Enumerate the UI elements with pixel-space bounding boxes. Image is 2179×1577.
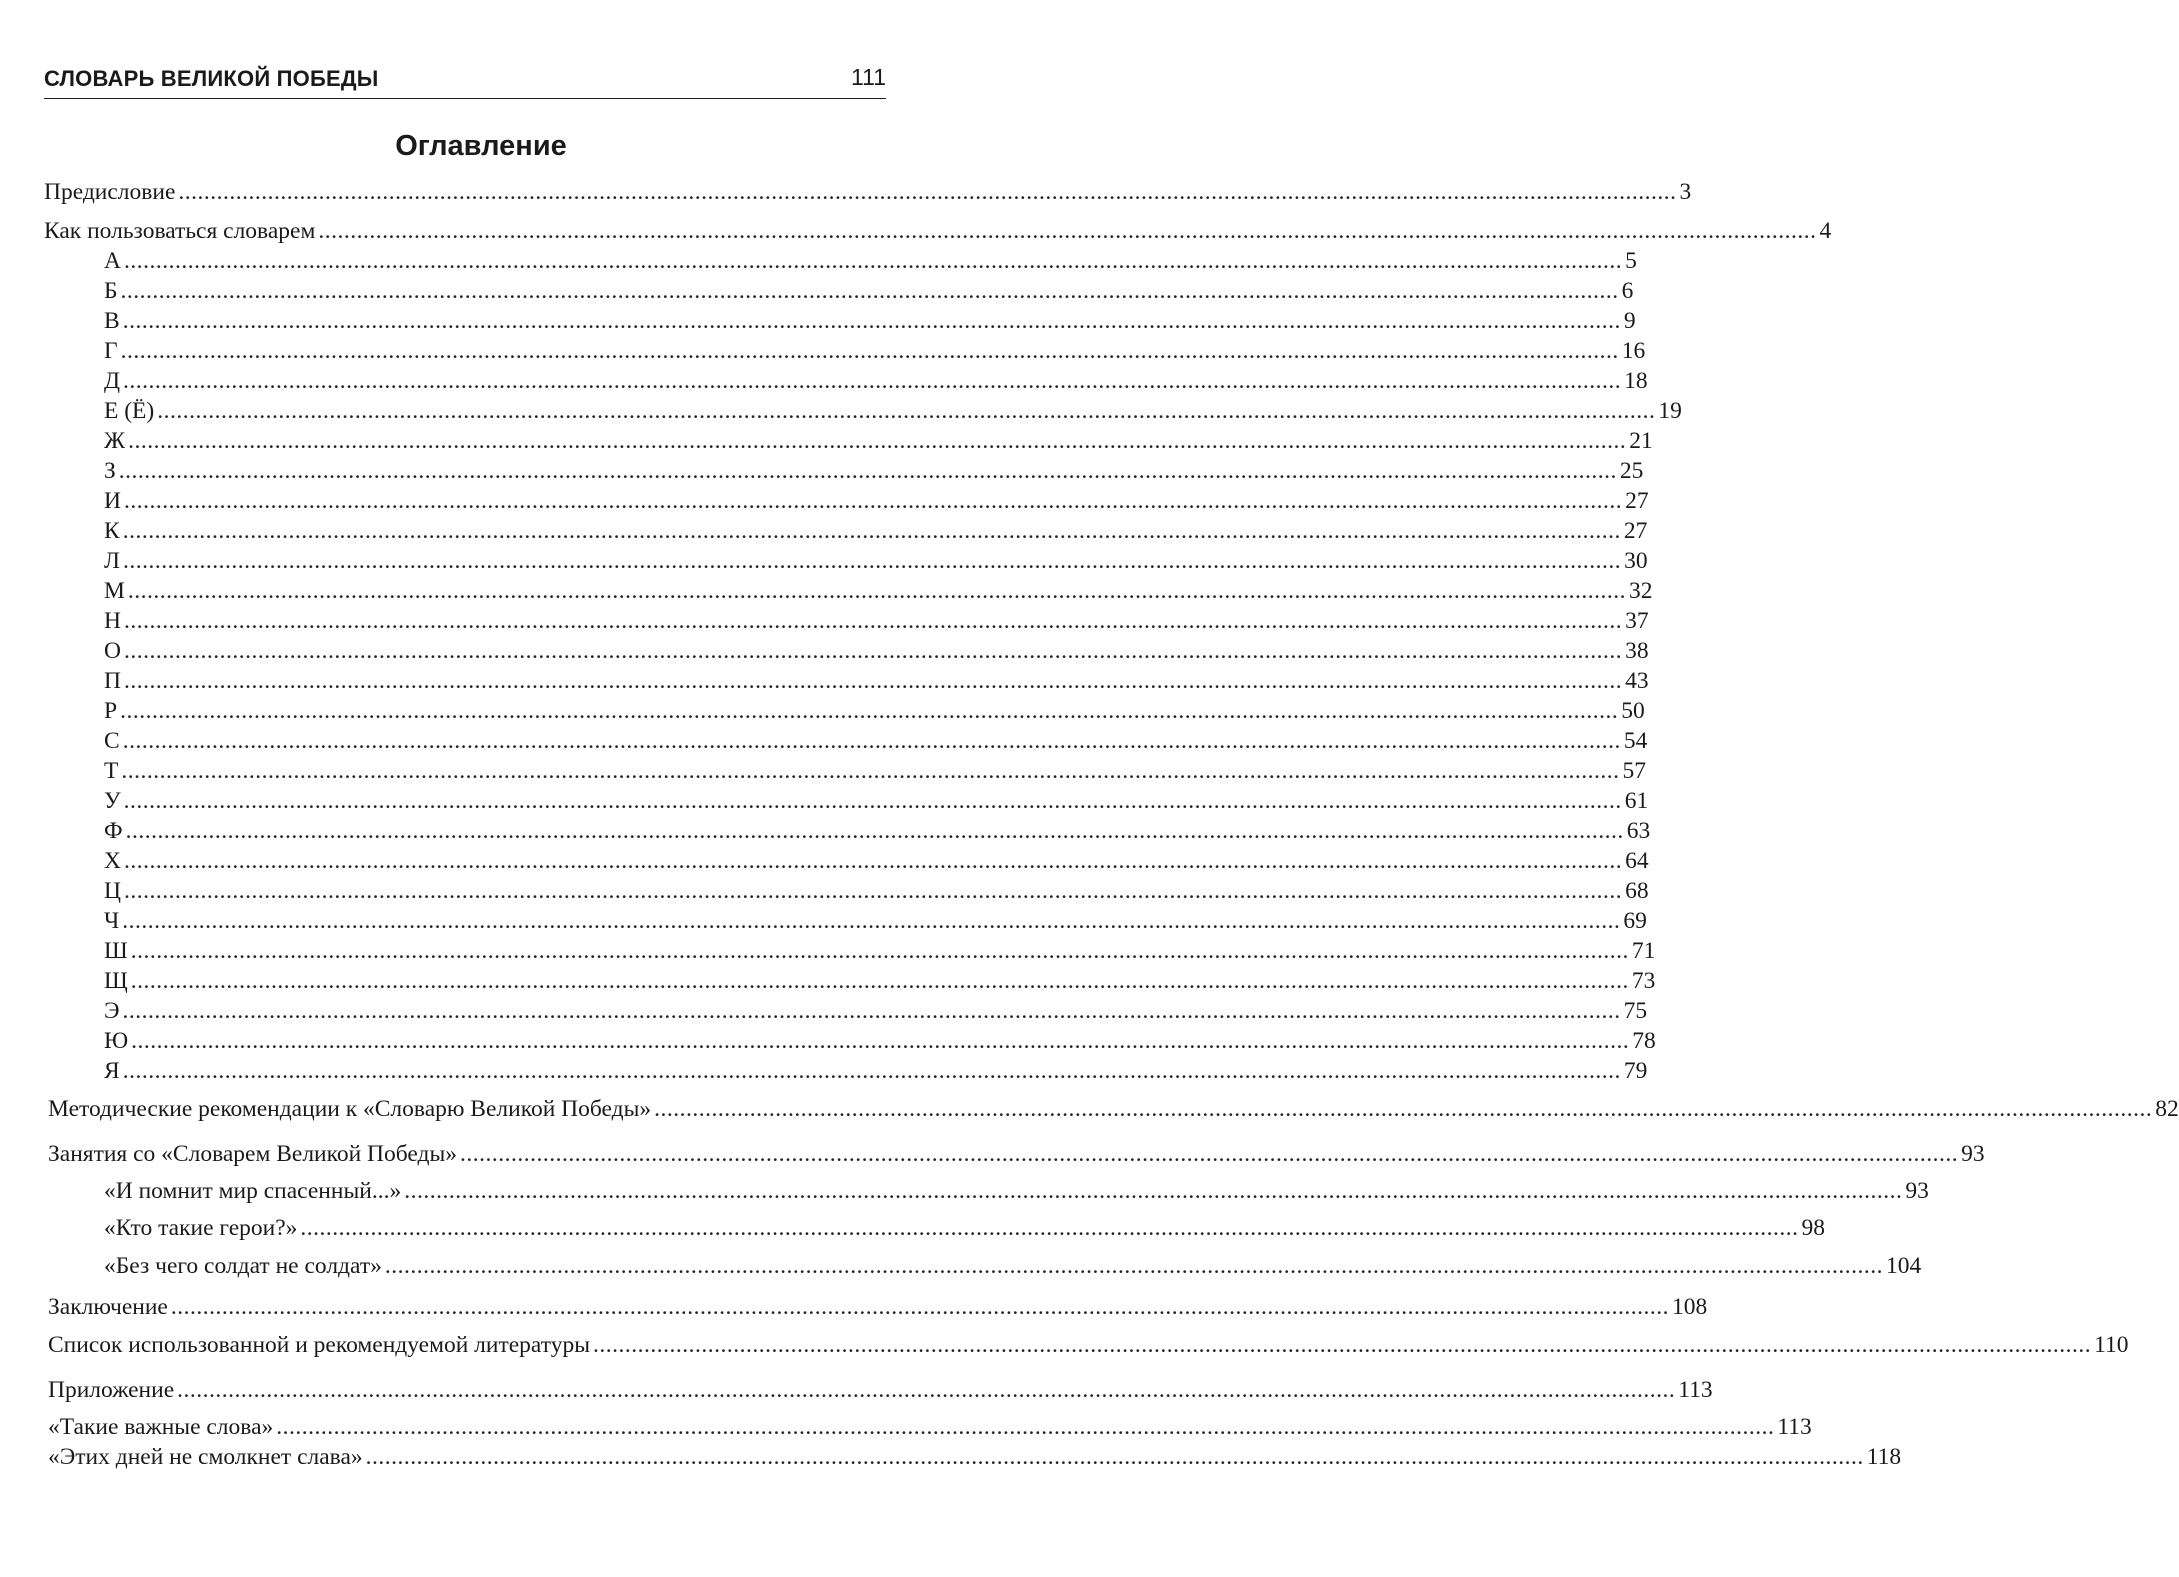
toc-entry[interactable]: Л ........................................................................................................................................................................................................................................... 30 bbox=[104, 548, 1648, 574]
toc-entry[interactable]: В ........................................................................................................................................................................................................................................... 9 bbox=[104, 308, 1636, 334]
toc-entry[interactable]: Е (Ё) ........................................................................................................................................................................................................................................... 19 bbox=[104, 398, 1682, 424]
toc-entry[interactable]: «Этих дней не смолкнет слава» ........................................................................................................................................................................................................................................... 118 bbox=[48, 1444, 1902, 1470]
toc-entry[interactable]: С ........................................................................................................................................................................................................................................... 54 bbox=[104, 728, 1648, 754]
toc-entry[interactable]: Ж ........................................................................................................................................................................................................................................... 21 bbox=[104, 428, 1653, 454]
toc-entry[interactable]: Заключение ........................................................................................................................................................................................................................................... 108 bbox=[48, 1294, 1708, 1320]
toc-entry[interactable]: И ........................................................................................................................................................................................................................................... 27 bbox=[104, 488, 1649, 514]
toc-entry[interactable]: Ф ........................................................................................................................................................................................................................................... 63 bbox=[104, 818, 1651, 844]
page-number: 111 bbox=[851, 64, 886, 90]
toc-heading: Оглавление bbox=[395, 130, 567, 162]
toc-entry[interactable]: Ш ........................................................................................................................................................................................................................................... 71 bbox=[104, 938, 1656, 964]
toc-entry[interactable]: З ........................................................................................................................................................................................................................................... 25 bbox=[104, 458, 1644, 484]
toc-entry[interactable]: «И помнит мир спасенный...» ........................................................................................................................................................................................................................................... 93 bbox=[104, 1178, 1929, 1204]
toc-entry[interactable]: «Такие важные слова» ........................................................................................................................................................................................................................................... 113 bbox=[48, 1414, 1812, 1440]
running-header bbox=[44, 62, 886, 99]
toc-entry[interactable]: К ........................................................................................................................................................................................................................................... 27 bbox=[104, 518, 1648, 544]
toc-entry[interactable]: У ........................................................................................................................................................................................................................................... 61 bbox=[104, 788, 1649, 814]
toc-entry[interactable]: Ю ........................................................................................................................................................................................................................................... 78 bbox=[104, 1028, 1656, 1054]
toc-entry[interactable]: Занятия со «Словарем Великой Победы» ........................................................................................................................................................................................................................................... 93 bbox=[48, 1141, 1985, 1167]
toc-entry[interactable]: Р ........................................................................................................................................................................................................................................... 50 bbox=[104, 698, 1645, 724]
toc-entry[interactable]: Список использованной и рекомендуемой литературы ........................................................................................................................................................................................................................................... 110 bbox=[48, 1332, 2129, 1358]
toc-entry[interactable]: О ........................................................................................................................................................................................................................................... 38 bbox=[104, 638, 1649, 664]
running-title: СЛОВАРЬ ВЕЛИКОЙ ПОБЕДЫ bbox=[44, 66, 379, 91]
toc-entry[interactable]: Щ ........................................................................................................................................................................................................................................... 73 bbox=[104, 968, 1656, 994]
toc-entry[interactable]: «Без чего солдат не солдат» ........................................................................................................................................................................................................................................... 104 bbox=[104, 1253, 1922, 1279]
toc-entry[interactable]: М ........................................................................................................................................................................................................................................... 32 bbox=[104, 578, 1653, 604]
toc-entry[interactable]: Д ........................................................................................................................................................................................................................................... 18 bbox=[104, 368, 1648, 394]
toc-entry[interactable]: П ........................................................................................................................................................................................................................................... 43 bbox=[104, 668, 1649, 694]
toc-entry[interactable]: Х ........................................................................................................................................................................................................................................... 64 bbox=[104, 848, 1649, 874]
toc-entry[interactable]: Как пользоваться словарем ........................................................................................................................................................................................................................................... 4 bbox=[44, 218, 1832, 244]
toc-entry[interactable]: Б ........................................................................................................................................................................................................................................... 6 bbox=[104, 278, 1634, 304]
toc-entry[interactable]: Методические рекомендации к «Словарю Великой Победы» ........................................................................................................................................................................................................................................... 82 bbox=[48, 1096, 2179, 1122]
toc-entry[interactable]: Э ........................................................................................................................................................................................................................................... 75 bbox=[104, 998, 1648, 1024]
toc-entry[interactable]: Ц ........................................................................................................................................................................................................................................... 68 bbox=[104, 878, 1649, 904]
toc-entry[interactable]: Т ........................................................................................................................................................................................................................................... 57 bbox=[104, 758, 1646, 784]
toc-entry[interactable]: Предисловие ........................................................................................................................................................................................................................................... 3 bbox=[44, 179, 1692, 205]
toc-entry[interactable]: Я ........................................................................................................................................................................................................................................... 79 bbox=[104, 1058, 1648, 1084]
toc-entry[interactable]: Ч ........................................................................................................................................................................................................................................... 69 bbox=[104, 908, 1647, 934]
toc-entry[interactable]: Приложение ........................................................................................................................................................................................................................................... 113 bbox=[48, 1377, 1713, 1403]
toc-entry[interactable]: Н ........................................................................................................................................................................................................................................... 37 bbox=[104, 608, 1649, 634]
toc-entry[interactable]: А ........................................................................................................................................................................................................................................... 5 bbox=[104, 248, 1637, 274]
toc-entry[interactable]: Г ........................................................................................................................................................................................................................................... 16 bbox=[104, 338, 1646, 364]
toc-entry[interactable]: «Кто такие герои?» ........................................................................................................................................................................................................................................... 98 bbox=[104, 1215, 1826, 1241]
